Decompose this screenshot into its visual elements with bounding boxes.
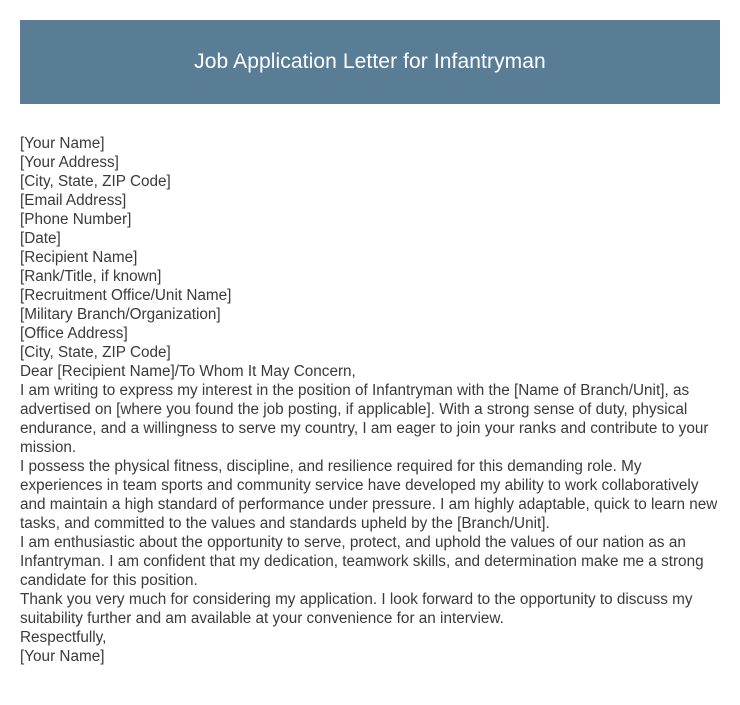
sender-email: [Email Address]: [20, 192, 127, 209]
sender-address: [Your Address]: [20, 154, 119, 171]
recipient-branch: [Military Branch/Organization]: [20, 306, 221, 323]
recipient-city-state-zip: [City, State, ZIP Code]: [20, 344, 171, 361]
recipient-address: [Office Address]: [20, 325, 128, 342]
recipient-name: [Recipient Name]: [20, 249, 138, 266]
body-paragraph-3: I am enthusiastic about the opportunity to serve, protect, and uphold the values of our nation as an Infantryman. I am confident that my dedication, teamwork skills, and determination make me a strong candidate for this position.: [20, 534, 704, 589]
body-paragraph-1: I am writing to express my interest in the position of Infantryman with the [Name of Branch/Unit], as advertised on [where you found the job posting, if applicable]. With a strong sense of duty, physical endurance, and a willingness to serve my country, I am eager to join your ranks and contribute to your mission.: [20, 382, 709, 456]
salutation: Dear [Recipient Name]/To Whom It May Concern,: [20, 363, 356, 380]
recipient-office: [Recruitment Office/Unit Name]: [20, 287, 232, 304]
body-paragraph-2: I possess the physical fitness, discipline, and resilience required for this demanding role. My experiences in team sports and community service have developed my ability to work collaboratively and maintain a high standard of performance under pressure. I am highly adaptable, quick to learn new tasks, and committed to the values and standards upheld by the [Branch/Unit].: [20, 458, 718, 532]
sender-name: [Your Name]: [20, 135, 105, 152]
letter-date: [Date]: [20, 230, 61, 247]
sender-phone: [Phone Number]: [20, 211, 132, 228]
signature: [Your Name]: [20, 648, 105, 665]
closing: Respectfully,: [20, 629, 107, 646]
recipient-rank-title: [Rank/Title, if known]: [20, 268, 162, 285]
body-paragraph-4: Thank you very much for considering my application. I look forward to the opportunity to discuss my suitability further and am available at your convenience for an interview.: [20, 591, 693, 627]
sender-city-state-zip: [City, State, ZIP Code]: [20, 173, 171, 190]
page-title: Job Application Letter for Infantryman: [194, 50, 546, 73]
letter-body: [20, 134, 724, 666]
page-header: [20, 20, 720, 104]
